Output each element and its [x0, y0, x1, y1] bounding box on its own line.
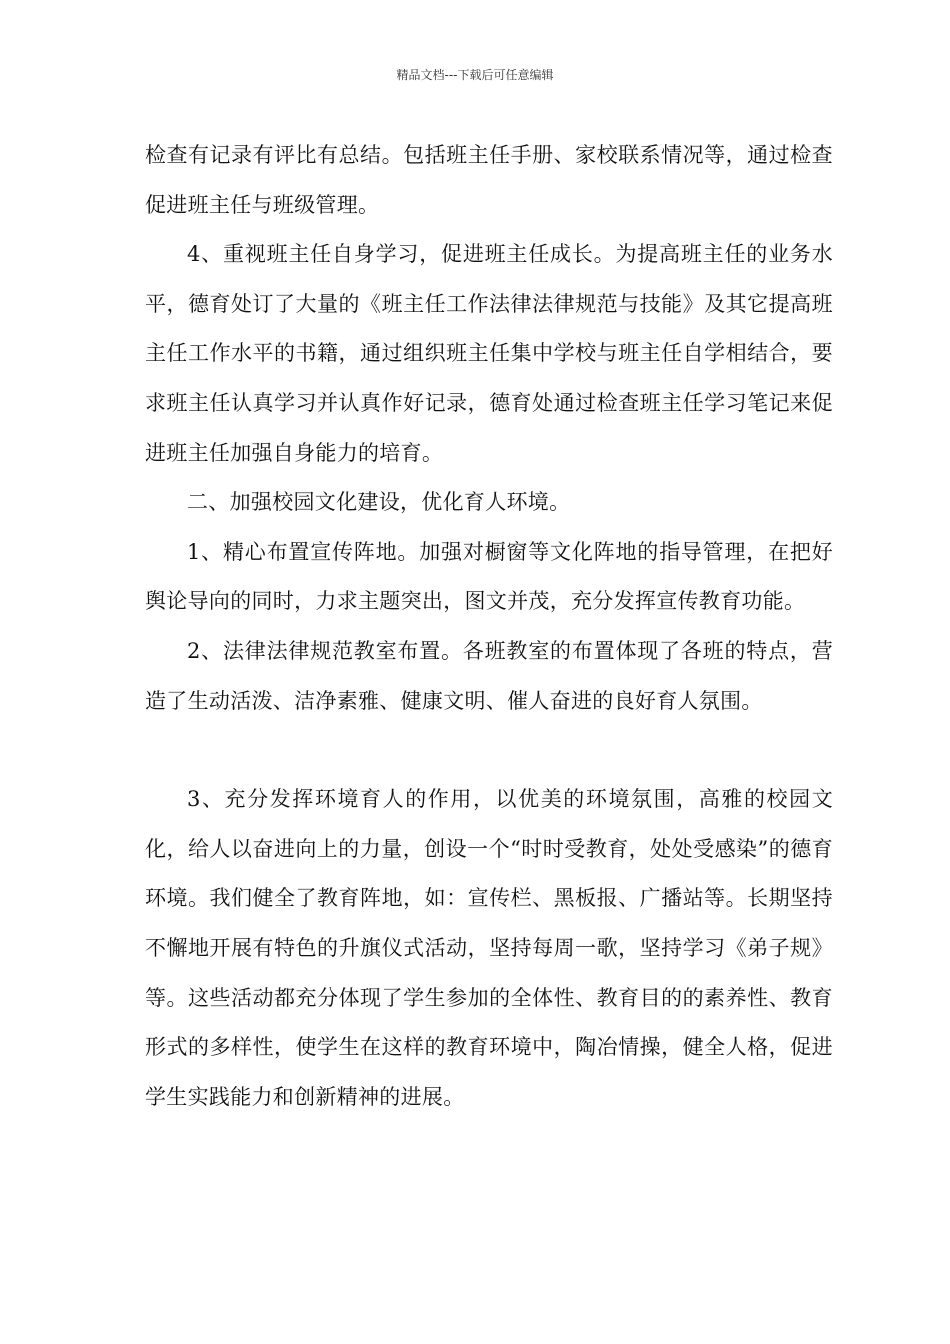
paragraph-2: 4、重视班主任自身学习，促进班主任成长。为提高班主任的业务水平，德育处订了大量的《班主任工作法律法律规范与技能》及其它提高班主任工作水平的书籍，通过组织班主任集中学校与班主任自学相结合，要求班主任认真学习并认真作好记录，德育处通过检查班主任学习笔记来促进班主任加强自身能力的培育。 — [145, 242, 833, 465]
section-heading: 二、加强校园文化建设，优化育人环境。 — [187, 490, 571, 515]
paragraph-4: 2、法律法律规范教室布置。各班教室的布置体现了各班的特点，营造了生动活泼、洁净素雅、健康文明、催人奋进的良好育人氛围。 — [145, 638, 833, 713]
page-header: 精品文档---下载后可任意编辑 — [396, 68, 554, 82]
blank-line — [145, 726, 833, 775]
paragraph-5: 3、充分发挥环境育人的作用，以优美的环境氛围，高雅的校园文化，给人以奋进向上的力量，创设一个“时时受教育，处处受感染”的德育环境。我们健全了教育阵地，如：宣传栏、黑板报、广播站等。长期坚持不懈地开展有特色的升旗仪式活动，坚持每周一歌，坚持学习《弟子规》等。这些活动都充分体现了学生参加的全体性、教育目的的素养性、教育形式的多样性，使学生在这样的教育环境中，陶冶情操，健全人格，促进学生实践能力和创新精神的进展。 — [145, 787, 833, 1109]
paragraph-3: 1、精心布置宣传阵地。加强对橱窗等文化阵地的指导管理，在把好舆论导向的同时，力求主题突出，图文并茂，充分发挥宣传教育功能。 — [145, 539, 833, 614]
paragraph-1: 检查有记录有评比有总结。包括班主任手册、家校联系情况等，通过检查促进班主任与班级管理。 — [145, 143, 833, 217]
document-body — [145, 131, 833, 1122]
